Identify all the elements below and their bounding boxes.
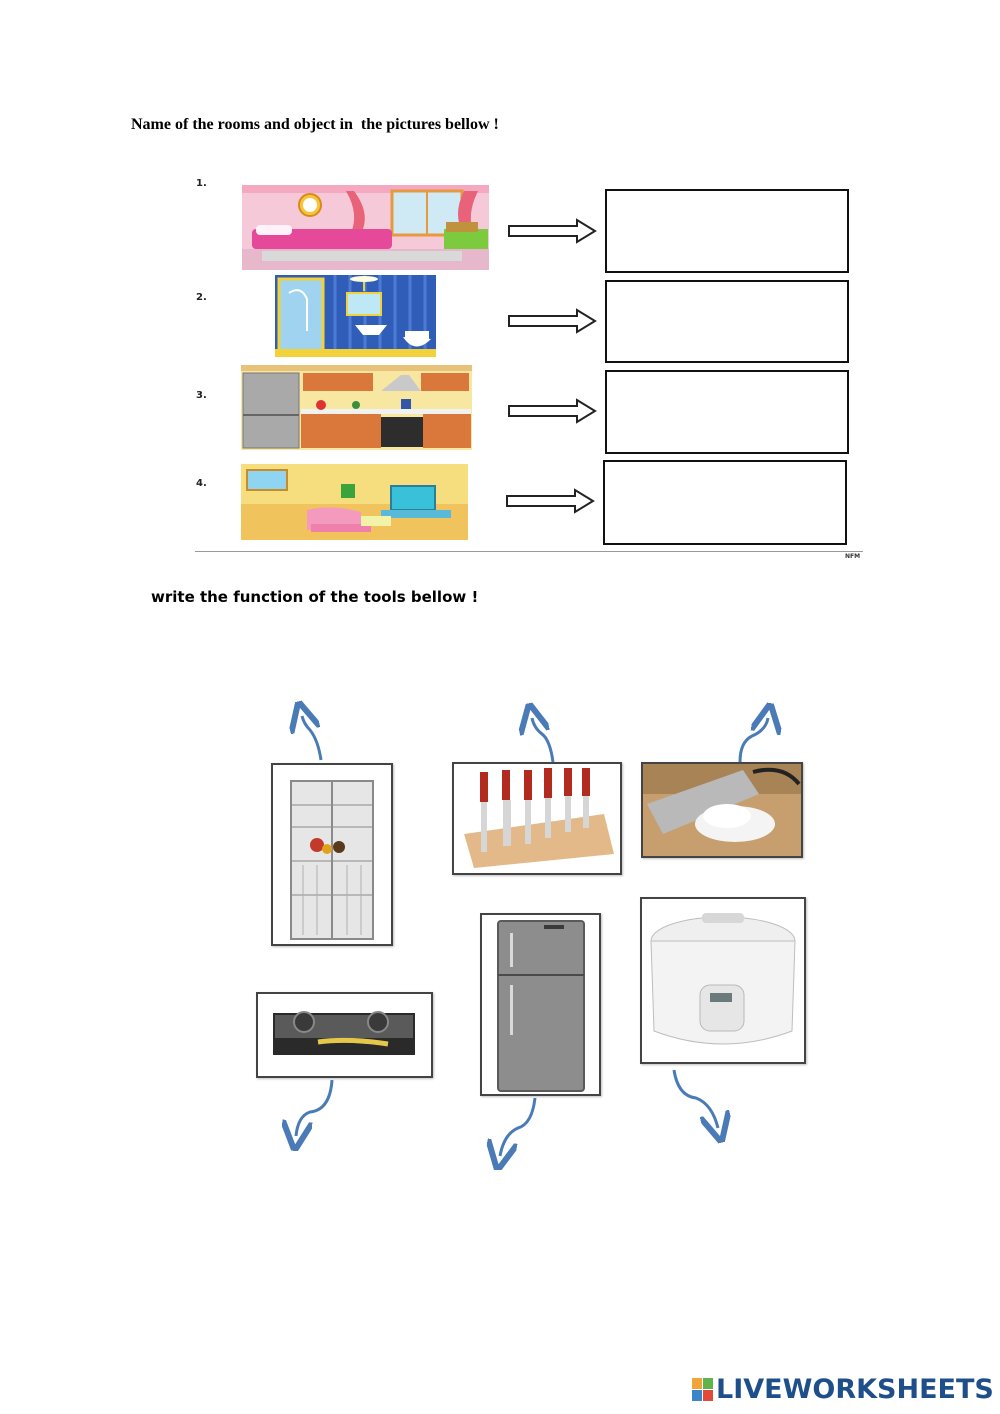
item-number-3: 3.: [196, 390, 207, 401]
answer-box-3[interactable]: [605, 370, 849, 454]
liveworksheets-logo: [692, 1375, 992, 1407]
logo-blocks-icon: [692, 1378, 714, 1402]
footer-mark: NFM: [845, 553, 861, 560]
curved-arrow-icon-fridge: [500, 1098, 535, 1156]
arrows-group: [505, 218, 600, 518]
answer-box-4[interactable]: [603, 460, 847, 545]
answer-box-2[interactable]: [605, 280, 849, 363]
section-divider: [195, 551, 863, 552]
right-arrow-icon-1: [509, 220, 595, 242]
bedroom-picture: [242, 185, 489, 270]
bathroom-picture: [275, 275, 436, 357]
right-arrow-icon-3: [509, 400, 595, 422]
right-arrow-icon-2: [509, 310, 595, 332]
living-room-picture: [241, 464, 468, 540]
right-arrow-icon-4: [507, 490, 593, 512]
item-number-4: 4.: [196, 478, 207, 489]
tool-arrows: [0, 700, 1000, 1170]
curved-arrow-icon-knives: [532, 718, 553, 762]
curved-arrow-icon-cooker: [674, 1070, 718, 1128]
item-number-1: 1.: [196, 178, 207, 189]
section1-title: Name of the rooms and object in the pictures bellow !: [131, 116, 499, 133]
curved-arrow-icon-rack: [302, 716, 321, 760]
answer-box-1[interactable]: [605, 189, 849, 273]
brand-text: LIVEWORKSHEETS: [716, 1374, 994, 1405]
curved-arrow-icon-stove: [296, 1080, 332, 1136]
item-number-2: 2.: [196, 292, 207, 303]
curved-arrow-icon-grater: [740, 718, 768, 762]
kitchen-picture: [241, 365, 472, 450]
section2-title: write the function of the tools bellow !: [151, 588, 479, 606]
